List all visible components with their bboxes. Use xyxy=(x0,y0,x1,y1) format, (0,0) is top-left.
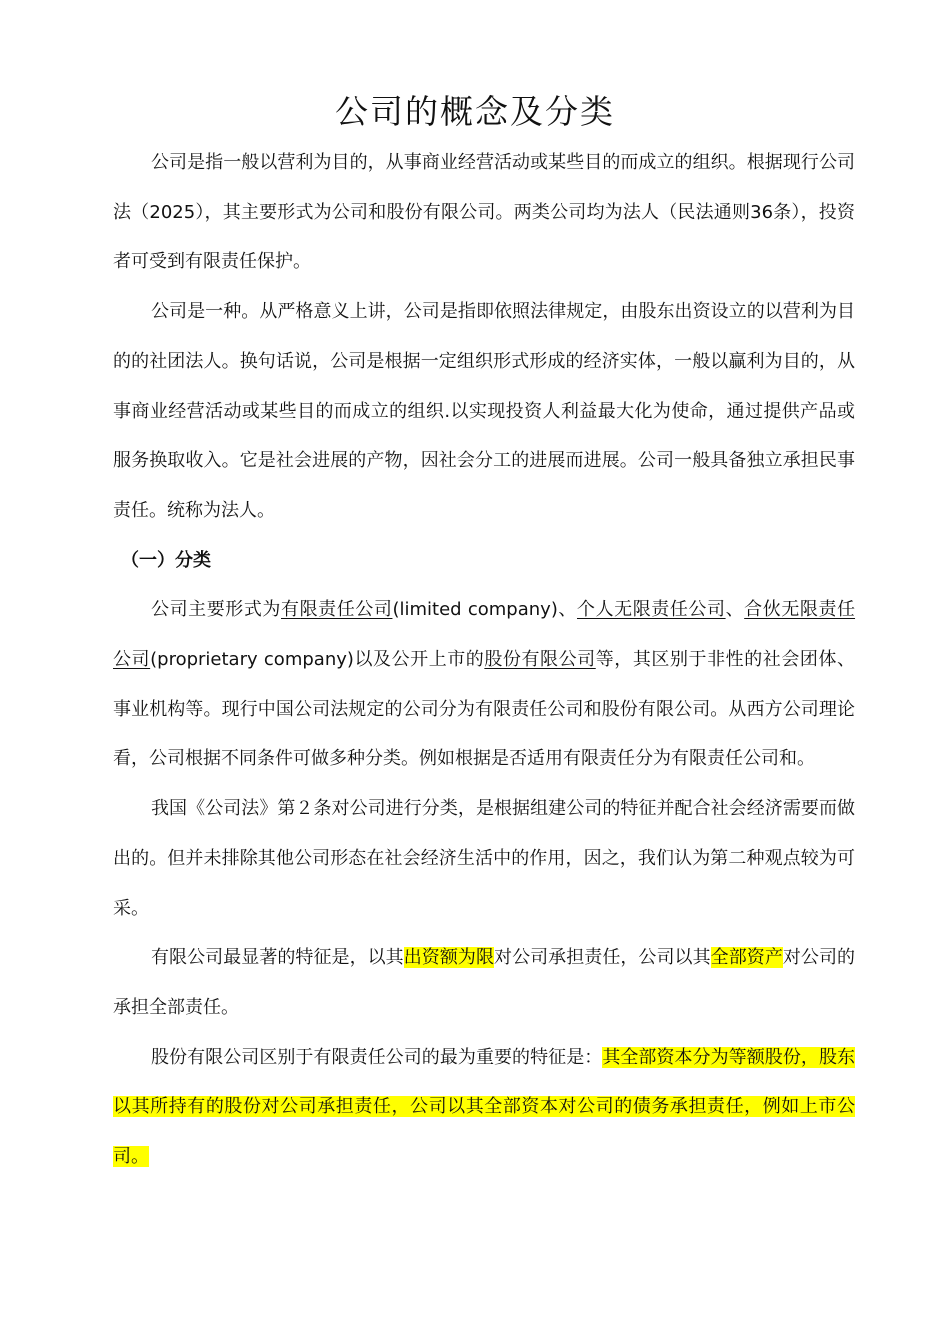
text-span: 有限公司最显著的特征是，以其 xyxy=(151,947,404,969)
text-span: 对公司的承担全部责任。 xyxy=(113,947,856,1018)
highlight-equal-shares: 其全部资本分为等额股份，股东以其所持有的股份对公司承担责任，公司以其全部资本对公司的债务承担责任，例如上市公司。 xyxy=(113,1046,856,1168)
paragraph-company-law-article: 我国《公司法》第２条对公司进行分类，是根据组建公司的特征并配合社会经济需要而做出的。但并未排除其他公司形态在社会经济生活中的作用，因之，我们认为第二种观点较为可采。 xyxy=(113,798,855,919)
link-joint-stock-company[interactable]: 股份有限公司 xyxy=(484,649,596,671)
paragraph-definition: 公司是指一般以营利为目的，从事商业经营活动或某些目的而成立的组织。根据现行公司法（2025），其主要形式为公司和股份有限公司。两类公司均为法人（民法通则36条），投资者可受到有限责任保护。 xyxy=(113,152,855,273)
link-partnership-unlimited-company[interactable]: 合伙无限责任公司 xyxy=(113,599,856,671)
document-title: 公司的概念及分类 xyxy=(335,92,615,131)
text-span: 等，其区别于非性的社会团体、事业机构等。现行中国公司法规定的公司分为有限责任公司和股份有限公司。从西方公司理论看，公司根据不同条件可做多种分类。例如根据是否适用有限责任分为有限责任公司和。 xyxy=(113,649,856,770)
text-span: 对公司承担责任，公司以其 xyxy=(494,947,711,969)
highlight-capital-limit: 出资额为限 xyxy=(403,947,495,969)
text-span: 、 xyxy=(725,599,745,621)
highlight-all-assets: 全部资产 xyxy=(710,947,783,969)
link-individual-unlimited-company[interactable]: 个人无限责任公司 xyxy=(577,599,726,621)
link-limited-company[interactable]: 有限责任公司 xyxy=(281,599,393,621)
text-span: 公司主要形式为 xyxy=(151,599,282,621)
text-span: 股份有限公司区别于有限责任公司的最为重要的特征是： xyxy=(151,1046,603,1068)
paragraph-concept: 公司是一种。从严格意义上讲，公司是指即依照法律规定，由股东出资设立的以营利为目的的社团法人。换句话说，公司是根据一定组织形式形成的经济实体，一般以赢利为目的，从事商业经营活动或某些目的而成立的组织.以实现投资人利益最大化为使命，通过提供产品或服务换取收入。它是社会进展的产物，因社会分工的进展而进展。公司一般具备独立承担民事责任。统称为法人。 xyxy=(113,301,855,521)
paragraph-limited-company-feature xyxy=(113,933,855,1032)
text-span: (proprietary company)以及公开上市的 xyxy=(150,649,485,671)
document-body xyxy=(113,138,855,1182)
section-heading-classification: （一）分类 xyxy=(121,549,211,571)
paragraph-joint-stock-feature xyxy=(113,1033,855,1182)
text-span: (limited company)、 xyxy=(392,599,577,621)
paragraph-forms xyxy=(113,585,855,784)
